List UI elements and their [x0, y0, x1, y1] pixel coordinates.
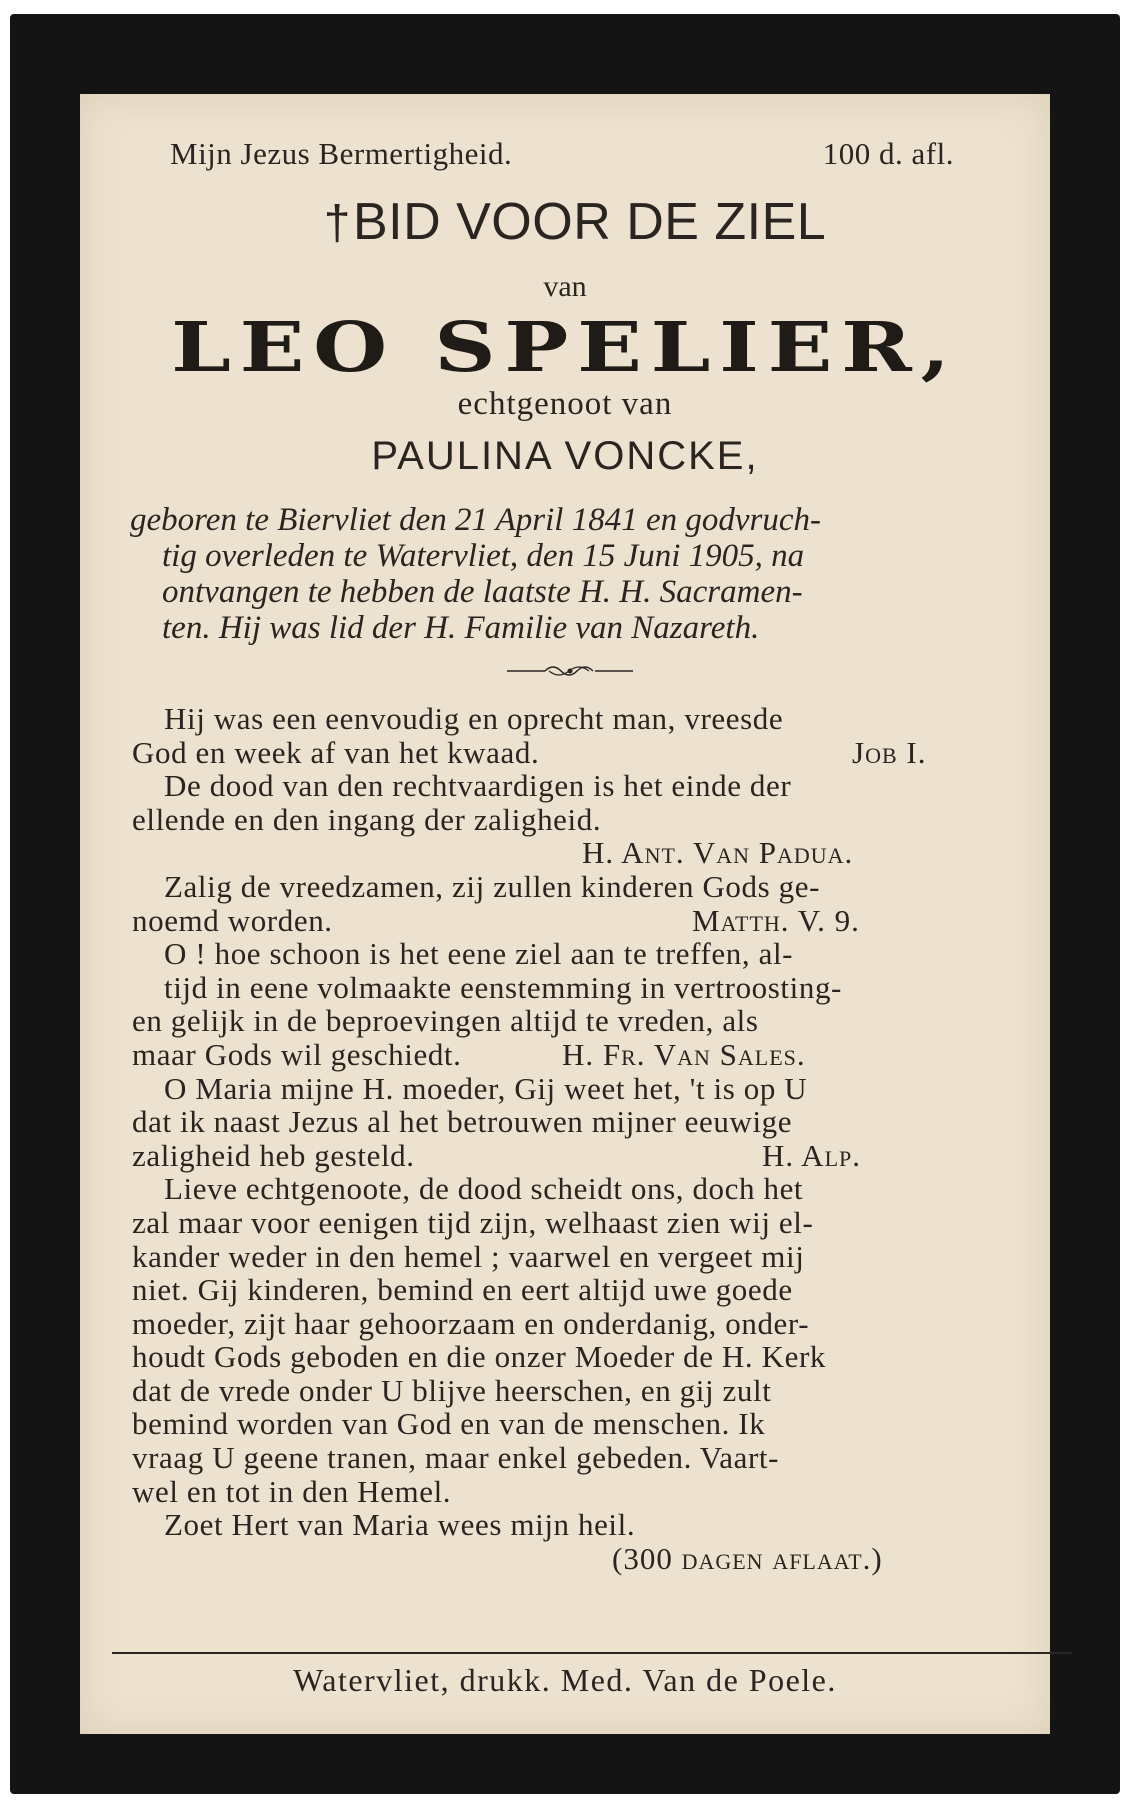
- body-line: [132, 1441, 1012, 1475]
- body-line-text: noemd worden.: [132, 902, 333, 938]
- body-line: [132, 937, 1012, 971]
- body-line: [132, 1374, 1012, 1408]
- body-line: [132, 904, 1012, 938]
- body-line: [132, 1038, 1012, 1072]
- body-line: [132, 1340, 1012, 1374]
- printer-footer: Watervliet, drukk. Med. Van de Poele.: [293, 1662, 837, 1698]
- body-line: [132, 803, 1012, 837]
- body-line-text: niet. Gij kinderen, bemind en eert altijd uwe goede: [132, 1272, 793, 1308]
- body-line: [132, 1273, 1012, 1307]
- body-line: [132, 1172, 1012, 1206]
- body-line-text: dat ik naast Jezus al het betrouwen mijner eeuwige: [132, 1104, 793, 1140]
- citation-reference: H. Ant. Van Padua.: [582, 835, 854, 871]
- header-left-text: Mijn Jezus Bermertigheid.: [170, 136, 513, 171]
- body-line-text: wel en tot in den Hemel.: [132, 1473, 452, 1509]
- body-line: [132, 1475, 1012, 1509]
- footer-rule: [112, 1652, 1072, 1654]
- body-line: [132, 971, 1012, 1005]
- body-line-text: zaligheid heb gesteld.: [132, 1137, 415, 1173]
- bio-line: geboren te Biervliet den 21 April 1841 en godvruch-: [130, 502, 822, 538]
- spouse-label: echtgenoot van: [457, 386, 673, 422]
- citation-reference: (300 dagen aflaat.): [612, 1540, 883, 1576]
- body-line-text: kander weder in den hemel ; vaarwel en vergeet mij: [132, 1238, 805, 1274]
- header-right-text: 100 d. afl.: [822, 136, 954, 171]
- spouse-name: PAULINA VONCKE,: [371, 434, 759, 478]
- citation-reference: H. Alp.: [762, 1137, 861, 1173]
- body-line-text: ellende en den ingang der zaligheid.: [132, 801, 602, 837]
- memorial-card: [10, 14, 1120, 1794]
- body-line-text: zal maar voor eenigen tijd zijn, welhaast zien wij el-: [132, 1204, 814, 1240]
- body-line-text: vraag U geene tranen, maar enkel gebeden. Vaart-: [132, 1440, 780, 1476]
- body-line-text: O ! hoe schoon is het eene ziel aan te treffen, al-: [164, 936, 794, 972]
- body-line: [132, 702, 1012, 736]
- cross-icon: †: [323, 197, 351, 250]
- body-line: [132, 836, 1012, 870]
- body-line-text: God en week af van het kwaad.: [132, 734, 540, 770]
- body-line-text: De dood van den rechtvaardigen is het einde der: [164, 768, 792, 804]
- body-line-text: bemind worden van God en van de menschen. Ik: [132, 1406, 766, 1442]
- van-label: van: [543, 270, 587, 303]
- body-line-text: Lieve echtgenoote, de dood scheidt ons, doch het: [164, 1171, 804, 1207]
- body-line-text: houdt Gods geboden en die onzer Moeder de H. Kerk: [132, 1339, 826, 1375]
- body-line-text: moeder, zijt haar gehoorzaam en onderdanig, onder-: [132, 1305, 810, 1341]
- body-line: [132, 1508, 1012, 1542]
- body-line: [132, 1105, 1012, 1139]
- ornament-divider-icon: [505, 660, 635, 682]
- body-line: [132, 736, 1012, 770]
- body-line-text: O Maria mijne H. moeder, Gij weet het, 't is op U: [164, 1070, 808, 1106]
- biography: [130, 502, 1010, 646]
- bio-line: ten. Hij was lid der H. Familie van Nazareth.: [162, 610, 760, 646]
- body-line-text: en gelijk in de beproevingen altijd te vreden, als: [132, 1003, 759, 1039]
- body-line: [132, 870, 1012, 904]
- body-line: [132, 1206, 1012, 1240]
- body-line: [132, 769, 1012, 803]
- body-line-text: Hij was een eenvoudig en oprecht man, vreesde: [164, 701, 784, 736]
- body-line: [132, 1542, 1012, 1576]
- prayer-title-text: BID VOOR DE ZIEL: [352, 193, 827, 251]
- body-line-text: Zalig de vreedzamen, zij zullen kinderen Gods ge-: [164, 868, 821, 904]
- body-line-text: Zoet Hert van Maria wees mijn heil.: [164, 1507, 636, 1543]
- prayer-title: [80, 192, 1060, 252]
- body-line: [132, 1407, 1012, 1441]
- body-line: [132, 1072, 1012, 1106]
- body-line: [132, 1240, 1012, 1274]
- body-line-text: dat de vrede onder U blijve heerschen, en gij zult: [132, 1372, 772, 1408]
- deceased-name: LEO SPELIER,: [171, 308, 959, 388]
- citation-reference: Job I.: [852, 734, 927, 770]
- body-line: [132, 1139, 1012, 1173]
- citation-reference: H. Fr. Van Sales.: [562, 1036, 806, 1072]
- bio-line: tig overleden te Watervliet, den 15 Juni 1905, na: [162, 538, 805, 574]
- bio-line: ontvangen te hebben de laatste H. H. Sacramen-: [162, 574, 803, 610]
- body-line: [132, 1004, 1012, 1038]
- body-text: [132, 702, 1012, 1575]
- body-line-text: tijd in eene volmaakte eenstemming in vertroosting-: [164, 969, 842, 1005]
- body-line-text: maar Gods wil geschiedt.: [132, 1036, 462, 1072]
- card-paper: [80, 94, 1050, 1734]
- citation-reference: Matth. V. 9.: [692, 902, 860, 938]
- body-line: [132, 1307, 1012, 1341]
